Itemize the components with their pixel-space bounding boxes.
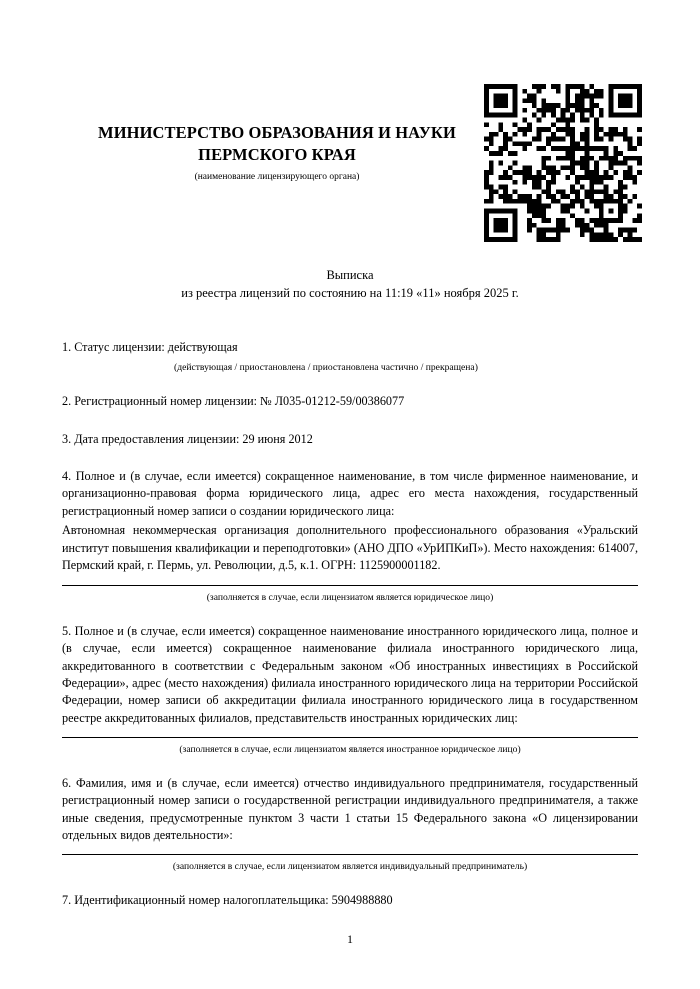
qr-code bbox=[484, 84, 642, 242]
organization-header bbox=[62, 0, 492, 182]
divider-after-item-5 bbox=[62, 737, 638, 738]
item-3-text: 3. Дата предоставления лицензии: 29 июня 2012 bbox=[62, 431, 313, 446]
item-4-text: 4. Полное и (в случае, если имеется) сокращенное наименование, в том числе фирменное наименование, и организационно-правовая форма юридического лица, адрес его места нахождения, государственный регистрационный номер записи о создании юридического лица: bbox=[62, 469, 638, 518]
item-1-text: 1. Статус лицензии: действующая bbox=[62, 340, 238, 355]
item-4-note: (заполняется в случае, если лицензиатом является юридическое лицо) bbox=[206, 592, 494, 604]
item-6-text: 6. Фамилия, имя и (в случае, если имеется) отчество индивидуального предпринимателя, государственный регистрационный номер записи о государственной регистрации индивидуального предпринимателя, а также иные сведения, предусмотренные пунктом 3 части 1 статьи 15 Федерального закона «О лицензировании отдельных видов деятельности»: bbox=[62, 776, 638, 843]
header-subtitle: (наименование лицензирующего органа) bbox=[194, 171, 360, 182]
item-5-text: 5. Полное и (в случае, если имеется) сокращенное наименование иностранного юридического лица, полное и (в случае, если имеется) сокращенное наименование филиала иностранного юридического лица, аккредитованного в соответствии с Федеральным законом «Об иностранных инвестициях в Российской Федерации», адрес (место нахождения) филиала иностранного юридического лица на территории Российской Федерации, номер записи об аккредитации филиала иностранного юридического лица в государственном реестре аккредитованных филиалов, представительств иностранных юридических лиц: bbox=[62, 624, 638, 725]
page-number: 1 bbox=[347, 932, 353, 946]
header-title-line2: ПЕРМСКОГО КРАЯ bbox=[198, 144, 356, 164]
item-6-note: (заполняется в случае, если лицензиатом является индивидуальный предприниматель) bbox=[172, 861, 528, 873]
document-title bbox=[62, 266, 638, 304]
divider-after-item-6 bbox=[62, 854, 638, 855]
header-title-line1: МИНИСТЕРСТВО ОБРАЗОВАНИЯ И НАУКИ bbox=[98, 123, 456, 142]
item-7-text: 7. Идентификационный номер налогоплательщика: 5904988880 bbox=[62, 893, 393, 908]
document-title-line1: Выписка bbox=[326, 267, 374, 282]
item-4-body: Автономная некоммерческая организация дополнительного профессионального образования «Уральский институт повышения квалификации и переподготовки» (АНО ДПО «УрИПКиП»). Место нахождения: 614007, Пермский край, г. Пермь, ул. Революции, д.5, к.1. ОГРН: 1125900001182. bbox=[62, 523, 638, 573]
item-5-note: (заполняется в случае, если лицензиатом является иностранное юридическое лицо) bbox=[179, 744, 521, 756]
item-2-text: 2. Регистрационный номер лицензии: № Л035-01212-59/00386077 bbox=[62, 394, 405, 409]
item-1-note: (действующая / приостановлена / приостановлена частично / прекращена) bbox=[174, 362, 478, 374]
divider-after-item-4 bbox=[62, 585, 638, 586]
document-title-line2: из реестра лицензий по состоянию на 11:19 «11» ноября 2025 г. bbox=[181, 286, 519, 301]
